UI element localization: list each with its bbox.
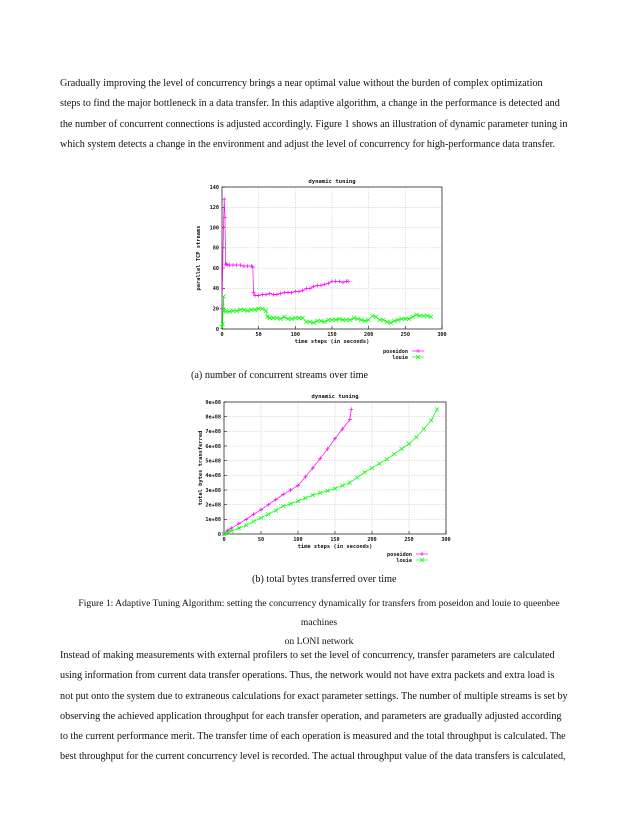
data-point — [326, 489, 330, 493]
data-point — [274, 509, 278, 513]
data-point — [396, 318, 400, 322]
x-tick-label: 250 — [400, 332, 411, 338]
y-tick-label: 120 — [209, 205, 219, 212]
data-point — [252, 520, 256, 524]
y-tick-label: 20 — [212, 306, 219, 313]
data-point — [244, 523, 248, 527]
legend-label: poseidon — [387, 551, 412, 558]
figure-b — [190, 392, 470, 572]
x-tick-label: 300 — [441, 537, 451, 543]
data-point — [237, 522, 241, 526]
series-line — [224, 409, 351, 534]
y-tick-label: 7e+08 — [205, 429, 221, 436]
x-tick-label: 200 — [367, 537, 377, 543]
data-point — [237, 526, 241, 530]
x-tick-label: 50 — [255, 332, 262, 338]
text-line: using information from current data transfer operations. Thus, the network would not have extra packets and extra load is — [60, 670, 555, 682]
data-point — [341, 280, 345, 284]
data-point — [266, 503, 270, 507]
y-tick-label: 0 — [215, 326, 219, 333]
y-tick-label: 100 — [209, 225, 219, 232]
data-point — [385, 320, 389, 324]
data-point — [414, 313, 418, 317]
data-point — [355, 476, 359, 480]
data-point — [244, 517, 248, 521]
y-tick-label: 80 — [212, 245, 219, 252]
data-point — [235, 263, 239, 267]
legend-label: louie — [392, 354, 408, 361]
data-point — [349, 407, 353, 411]
text-line: Gradually improving the level of concurrency brings a near optimal value without the burden of complex optimization — [60, 78, 543, 89]
data-point — [222, 197, 226, 201]
data-point — [281, 504, 285, 508]
x-tick-label: 0 — [220, 332, 224, 338]
series-louie — [222, 407, 439, 536]
data-point — [238, 263, 242, 267]
legend-swatch-marker — [420, 552, 424, 556]
data-point — [246, 264, 250, 268]
y-tick-label: 9e+08 — [205, 399, 221, 406]
data-point — [281, 492, 285, 496]
data-point — [435, 407, 439, 411]
data-point — [367, 318, 371, 322]
data-point — [268, 292, 272, 296]
data-point — [264, 293, 268, 297]
data-point — [259, 516, 263, 520]
data-point — [330, 279, 334, 283]
text-line: steps to find the major bottleneck in a data transfer. In this adaptive algorithm, a change in the performance is detected and — [60, 98, 560, 110]
data-point — [275, 293, 279, 297]
data-point — [311, 493, 315, 497]
data-point — [429, 315, 433, 319]
data-point — [389, 321, 393, 325]
data-point — [279, 317, 283, 321]
chart-total-bytes — [190, 392, 470, 572]
y-tick-label: 6e+08 — [205, 443, 221, 450]
text-line: Instead of making measurements with external profilers to set the level of concurrency, transfer parameters are calculated — [60, 650, 555, 661]
data-point — [315, 283, 319, 287]
y-tick-label: 4e+08 — [205, 473, 221, 480]
x-tick-label: 150 — [327, 332, 337, 338]
y-tick-label: 140 — [209, 184, 219, 191]
data-point — [400, 447, 404, 451]
data-point — [326, 281, 330, 285]
x-tick-label: 50 — [257, 537, 265, 543]
data-point — [392, 319, 396, 323]
data-point — [312, 321, 316, 325]
data-point — [297, 289, 301, 293]
data-point — [271, 293, 275, 297]
data-point — [337, 279, 341, 283]
data-point — [282, 290, 286, 294]
data-point — [303, 496, 307, 500]
x-axis-label: time steps (in seconds) — [297, 544, 373, 550]
data-point — [274, 498, 278, 502]
chart-concurrent-streams — [190, 170, 470, 365]
data-point — [374, 315, 378, 319]
x-tick-label: 150 — [330, 537, 340, 543]
y-tick-label: 8e+08 — [205, 414, 221, 421]
x-tick-label: 200 — [363, 332, 374, 338]
data-point — [304, 286, 308, 290]
x-tick-label: 100 — [290, 332, 301, 338]
data-point — [286, 290, 290, 294]
text-line: best throughput for the current concurrency level is recorded. The actual throughput value of the data transfers is calculated, — [60, 751, 566, 763]
data-point — [370, 314, 374, 318]
y-tick-label: 1e+08 — [205, 517, 221, 524]
data-point — [266, 512, 270, 516]
figure-caption — [60, 594, 578, 651]
series-poseidon — [220, 197, 350, 311]
data-point — [340, 484, 344, 488]
data-point — [356, 317, 360, 321]
x-tick-label: 0 — [222, 537, 226, 543]
y-tick-label: 60 — [212, 265, 219, 272]
data-point — [363, 319, 367, 323]
paragraph-intro — [60, 74, 578, 155]
data-point — [301, 288, 305, 292]
data-point — [370, 466, 374, 470]
y-tick-label: 2e+08 — [205, 502, 221, 509]
text-line: to the current performance merit. The transfer time of each operation is measured and the total throughput is calculated. The — [60, 731, 566, 743]
data-point — [246, 309, 250, 313]
data-point — [323, 320, 327, 324]
text-line: the number of concurrent connections is adjusted accordingly. Figure 1 shows an illustration of dynamic parameter tuning in — [60, 118, 568, 130]
data-point — [282, 315, 286, 319]
x-tick-label: 250 — [404, 537, 414, 543]
data-point — [293, 289, 297, 293]
data-point — [312, 284, 316, 288]
data-point — [422, 427, 426, 431]
data-point — [377, 462, 381, 466]
data-point — [359, 318, 363, 322]
data-point — [252, 512, 256, 516]
y-axis-label: parallel TCP streams — [196, 225, 202, 291]
legend-label: louie — [396, 557, 412, 564]
series-poseidon — [222, 407, 353, 536]
data-point — [411, 315, 415, 319]
x-axis-label: time steps (in seconds) — [294, 339, 370, 345]
x-tick-label: 100 — [293, 537, 303, 543]
subcaption-a: (a) number of concurrent streams over time — [191, 370, 369, 381]
text-line: which system detects a change in the environment and adjust the level of concurrency for high-performance data transfer. — [60, 138, 556, 150]
y-axis-label: total bytes transferred — [198, 430, 204, 506]
y-tick-label: 3e+08 — [205, 487, 221, 494]
data-point — [414, 435, 418, 439]
caption-line: Figure 1: Adaptive Tuning Algorithm: setting the concurrency dynamically for transfers from poseidon and louie to queenbee machines — [78, 598, 560, 628]
chart-title: dynamic tuning — [311, 394, 359, 400]
series-louie — [220, 295, 433, 329]
subcaption-b: (b) total bytes transferred over time — [252, 574, 397, 585]
data-point — [348, 481, 352, 485]
data-point — [429, 418, 433, 422]
figure-a — [190, 170, 470, 365]
caption-line: on LONI network — [284, 636, 354, 647]
chart-title: dynamic tuning — [308, 179, 356, 185]
series-line — [224, 409, 437, 534]
data-point — [319, 283, 323, 287]
data-point — [289, 488, 293, 492]
data-point — [334, 279, 338, 283]
data-point — [231, 263, 235, 267]
data-point — [279, 292, 283, 296]
text-line: not put onto the system due to extraneous calculations for exact parameter settings. The number of multiple streams is set by — [60, 690, 568, 702]
data-point — [352, 316, 356, 320]
paragraph-method — [60, 646, 578, 768]
y-tick-label: 5e+08 — [205, 458, 221, 465]
data-point — [290, 290, 294, 294]
data-point — [308, 286, 312, 290]
y-tick-label: 0 — [217, 531, 221, 538]
legend-label: poseidon — [383, 348, 408, 355]
data-point — [259, 508, 263, 512]
data-point — [392, 452, 396, 456]
legend-swatch-marker — [416, 349, 420, 353]
data-point — [363, 470, 367, 474]
data-point — [323, 282, 327, 286]
data-point — [337, 317, 341, 321]
data-point — [289, 502, 293, 506]
text-line: observing the achieved application throughput for each transfer operation, and parameters are gradually adjusted according — [60, 710, 562, 722]
data-point — [260, 293, 264, 297]
data-point — [221, 266, 225, 270]
data-point — [318, 491, 322, 495]
data-point — [242, 264, 246, 268]
y-tick-label: 40 — [212, 286, 219, 293]
x-tick-label: 300 — [437, 332, 447, 338]
data-point — [257, 294, 261, 298]
